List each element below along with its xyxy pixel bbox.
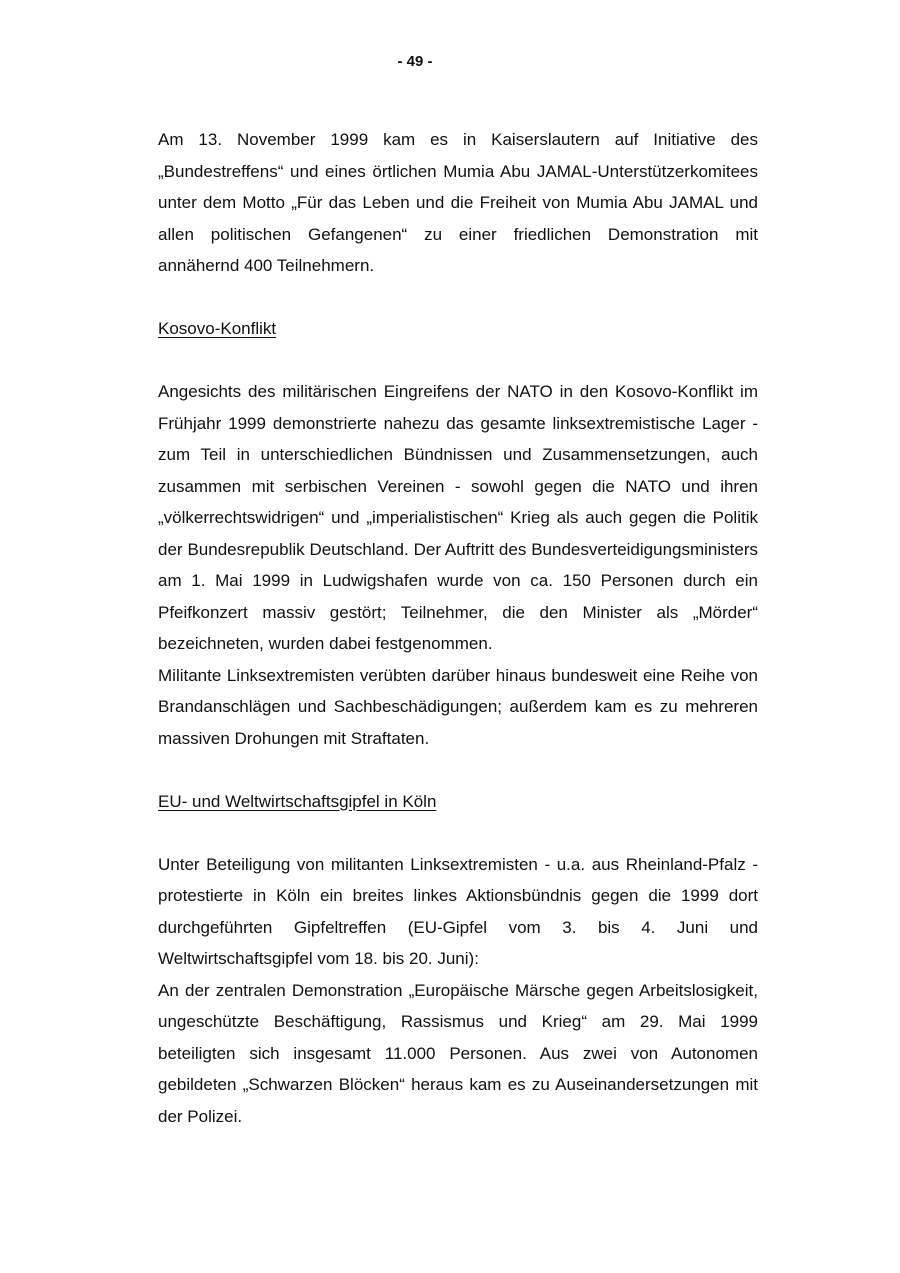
page-number: - 49 - [397,53,433,70]
koeln-paragraph-1: Unter Beteiligung von militanten Linksextremisten - u.a. aus Rheinland-Pfalz - protestierte in Köln ein breites linkes Aktionsbündnis gegen die 1999 dort durchgeführten Gipfeltreffen (EU-Gipfel vom 3. bis 4. Juni und Weltwirtschaftsgipfel vom 18. bis 20. Juni): [158,854,758,968]
kosovo-paragraph-2: Militante Linksextremisten verübten darüber hinaus bundesweit eine Reihe von Brandanschlägen und Sachbeschädigungen; außerdem kam es zu mehreren massiven Drohungen mit Straftaten. [158,665,758,748]
spacer [158,754,758,786]
kosovo-paragraph-1: Angesichts des militärischen Eingreifens der NATO in den Kosovo-Konflikt im Frühjahr 1999 demonstrierte nahezu das gesamte linksextremistische Lager - zum Teil in unterschiedlichen Bündnissen und Zusammensetzungen, auch zusammen mit serbischen Vereinen - sowohl gegen die NATO und ihren „völkerrechtswidrigen“ und „imperialistischen“ Krieg als auch gegen die Politik der Bundesrepublik Deutschland. Der Auftritt des Bundesverteidigungsministers am 1. Mai 1999 in Ludwigshafen wurde von ca. 150 Personen durch ein Pfeifkonzert massiv gestört; Teilnehmer, die den Minister als „Mörder“ bezeichneten, wurden dabei festgenommen. [158,382,758,653]
spacer [158,282,758,314]
koeln-paragraph-2: An der zentralen Demonstration „Europäische Märsche gegen Arbeitslosigkeit, ungeschützte Beschäftigung, Rassismus und Krieg“ am 29. Mai 1999 beteiligten sich insgesamt 11.000 Personen. Aus zwei von Autonomen gebildeten „Schwarzen Blöcken“ heraus kam es zu Auseinandersetzungen mit der Polizei. [158,980,758,1126]
section-heading-kosovo: Kosovo-Konflikt [158,319,277,338]
spacer [158,817,758,849]
intro-paragraph: Am 13. November 1999 kam es in Kaiserslautern auf Initiative des „Bundestreffens“ und eines örtlichen Mumia Abu JAMAL-Unterstützerkomitees unter dem Motto „Für das Leben und die Freiheit von Mumia Abu JAMAL und allen politischen Gefangenen“ zu einer friedlichen Demonstration mit annähernd 400 Teilnehmern. [158,130,758,275]
section-heading-koeln: EU- und Weltwirtschaftsgipfel in Köln [158,791,437,811]
spacer [158,345,758,377]
body-text [158,124,758,1132]
